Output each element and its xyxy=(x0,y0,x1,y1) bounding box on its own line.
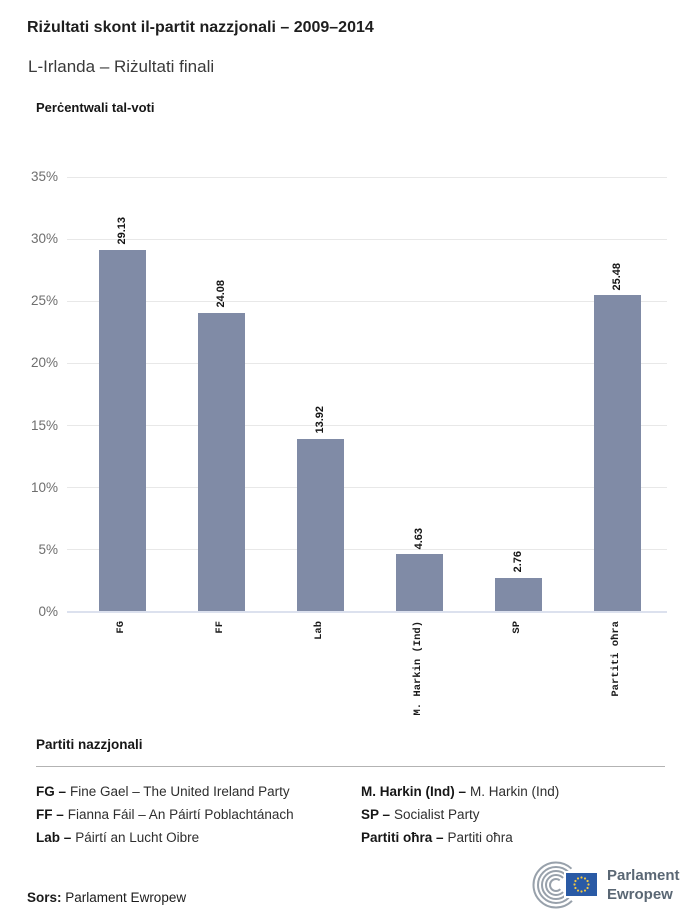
percent-axis-title: Perċentwali tal-voti xyxy=(36,100,155,115)
bar xyxy=(396,554,443,612)
gridline xyxy=(67,301,667,302)
gridline xyxy=(67,363,667,364)
page-subtitle: L-Irlanda – Riżultati finali xyxy=(28,57,215,76)
x-axis-line xyxy=(67,611,667,613)
bar xyxy=(495,578,542,612)
legend-item xyxy=(36,784,290,799)
legend-item-name: Socialist Party xyxy=(394,807,480,822)
legend-item xyxy=(361,784,559,799)
source-value: Parlament Ewropew xyxy=(65,890,187,905)
source-label: Sors: xyxy=(27,890,62,905)
bar-value-label: 25.48 xyxy=(610,262,623,291)
legend-item-abbr: Partiti oħra – xyxy=(361,830,444,845)
gridline xyxy=(67,549,667,550)
x-axis-label: FG xyxy=(114,621,127,634)
bar-value-label: 24.08 xyxy=(214,280,227,308)
y-axis-labels xyxy=(0,150,58,619)
legend-item-abbr: FF – xyxy=(36,807,64,822)
bar-value-label: 2.76 xyxy=(511,551,524,573)
y-axis-label: 0% xyxy=(38,604,58,619)
x-axis-label: FF xyxy=(213,621,226,634)
source-note xyxy=(27,890,186,905)
gridline xyxy=(67,239,667,240)
gridline xyxy=(67,177,667,178)
page-title: Riżultati skont il-partit nazzjonali – 2009–2014 xyxy=(27,19,374,36)
ep-logo xyxy=(531,859,680,911)
x-axis-label: SP xyxy=(510,621,523,634)
legend-title: Partiti nazzjonali xyxy=(36,737,143,752)
legend-item-name: Páirtí an Lucht Oibre xyxy=(75,830,200,845)
bar-value-label: 13.92 xyxy=(313,406,326,434)
bar-value-label: 29.13 xyxy=(115,217,128,245)
legend-item-abbr: FG – xyxy=(36,784,67,799)
ep-logo-line2: Ewropew xyxy=(607,886,673,903)
legend-item-name: Fianna Fáil – An Páirtí Poblachtánach xyxy=(67,807,294,822)
legend-divider xyxy=(36,766,665,767)
bar xyxy=(594,295,641,612)
y-axis-label: 35% xyxy=(30,169,58,184)
bar xyxy=(198,313,245,612)
x-axis-label: M. Harkin (Ind) xyxy=(411,621,424,716)
y-axis-label: 15% xyxy=(30,417,58,433)
eu-flag-icon xyxy=(565,872,598,897)
ep-logo-line1: Parlament xyxy=(607,867,680,884)
x-axis-label: Partiti oħra xyxy=(609,621,622,697)
legend-item xyxy=(36,807,294,822)
legend-item-name: Partiti oħra xyxy=(447,830,513,845)
bar-value-label: 4.63 xyxy=(412,528,425,550)
bar xyxy=(99,250,146,612)
legend-item-abbr: SP – xyxy=(361,807,391,822)
ep-hemicycle-icon xyxy=(531,859,599,911)
bar-chart xyxy=(73,150,667,716)
ep-logo-text xyxy=(607,866,680,904)
legend-item xyxy=(361,807,480,822)
legend-item xyxy=(36,830,199,845)
y-axis-label: 5% xyxy=(38,541,58,557)
legend-item xyxy=(361,830,513,845)
x-axis-label: Lab xyxy=(312,621,325,640)
y-axis-label: 20% xyxy=(30,355,58,371)
gridline xyxy=(67,425,667,426)
legend-item-name: Fine Gael – The United Ireland Party xyxy=(70,784,290,799)
legend-item-abbr: Lab – xyxy=(36,830,72,845)
legend-item-name: M. Harkin (Ind) xyxy=(470,784,560,799)
y-axis-label: 10% xyxy=(30,479,58,495)
gridline xyxy=(67,487,667,488)
y-axis-label: 30% xyxy=(30,231,58,247)
bar xyxy=(297,439,344,612)
legend-item-abbr: M. Harkin (Ind) – xyxy=(361,784,467,799)
y-axis-label: 25% xyxy=(30,293,58,309)
